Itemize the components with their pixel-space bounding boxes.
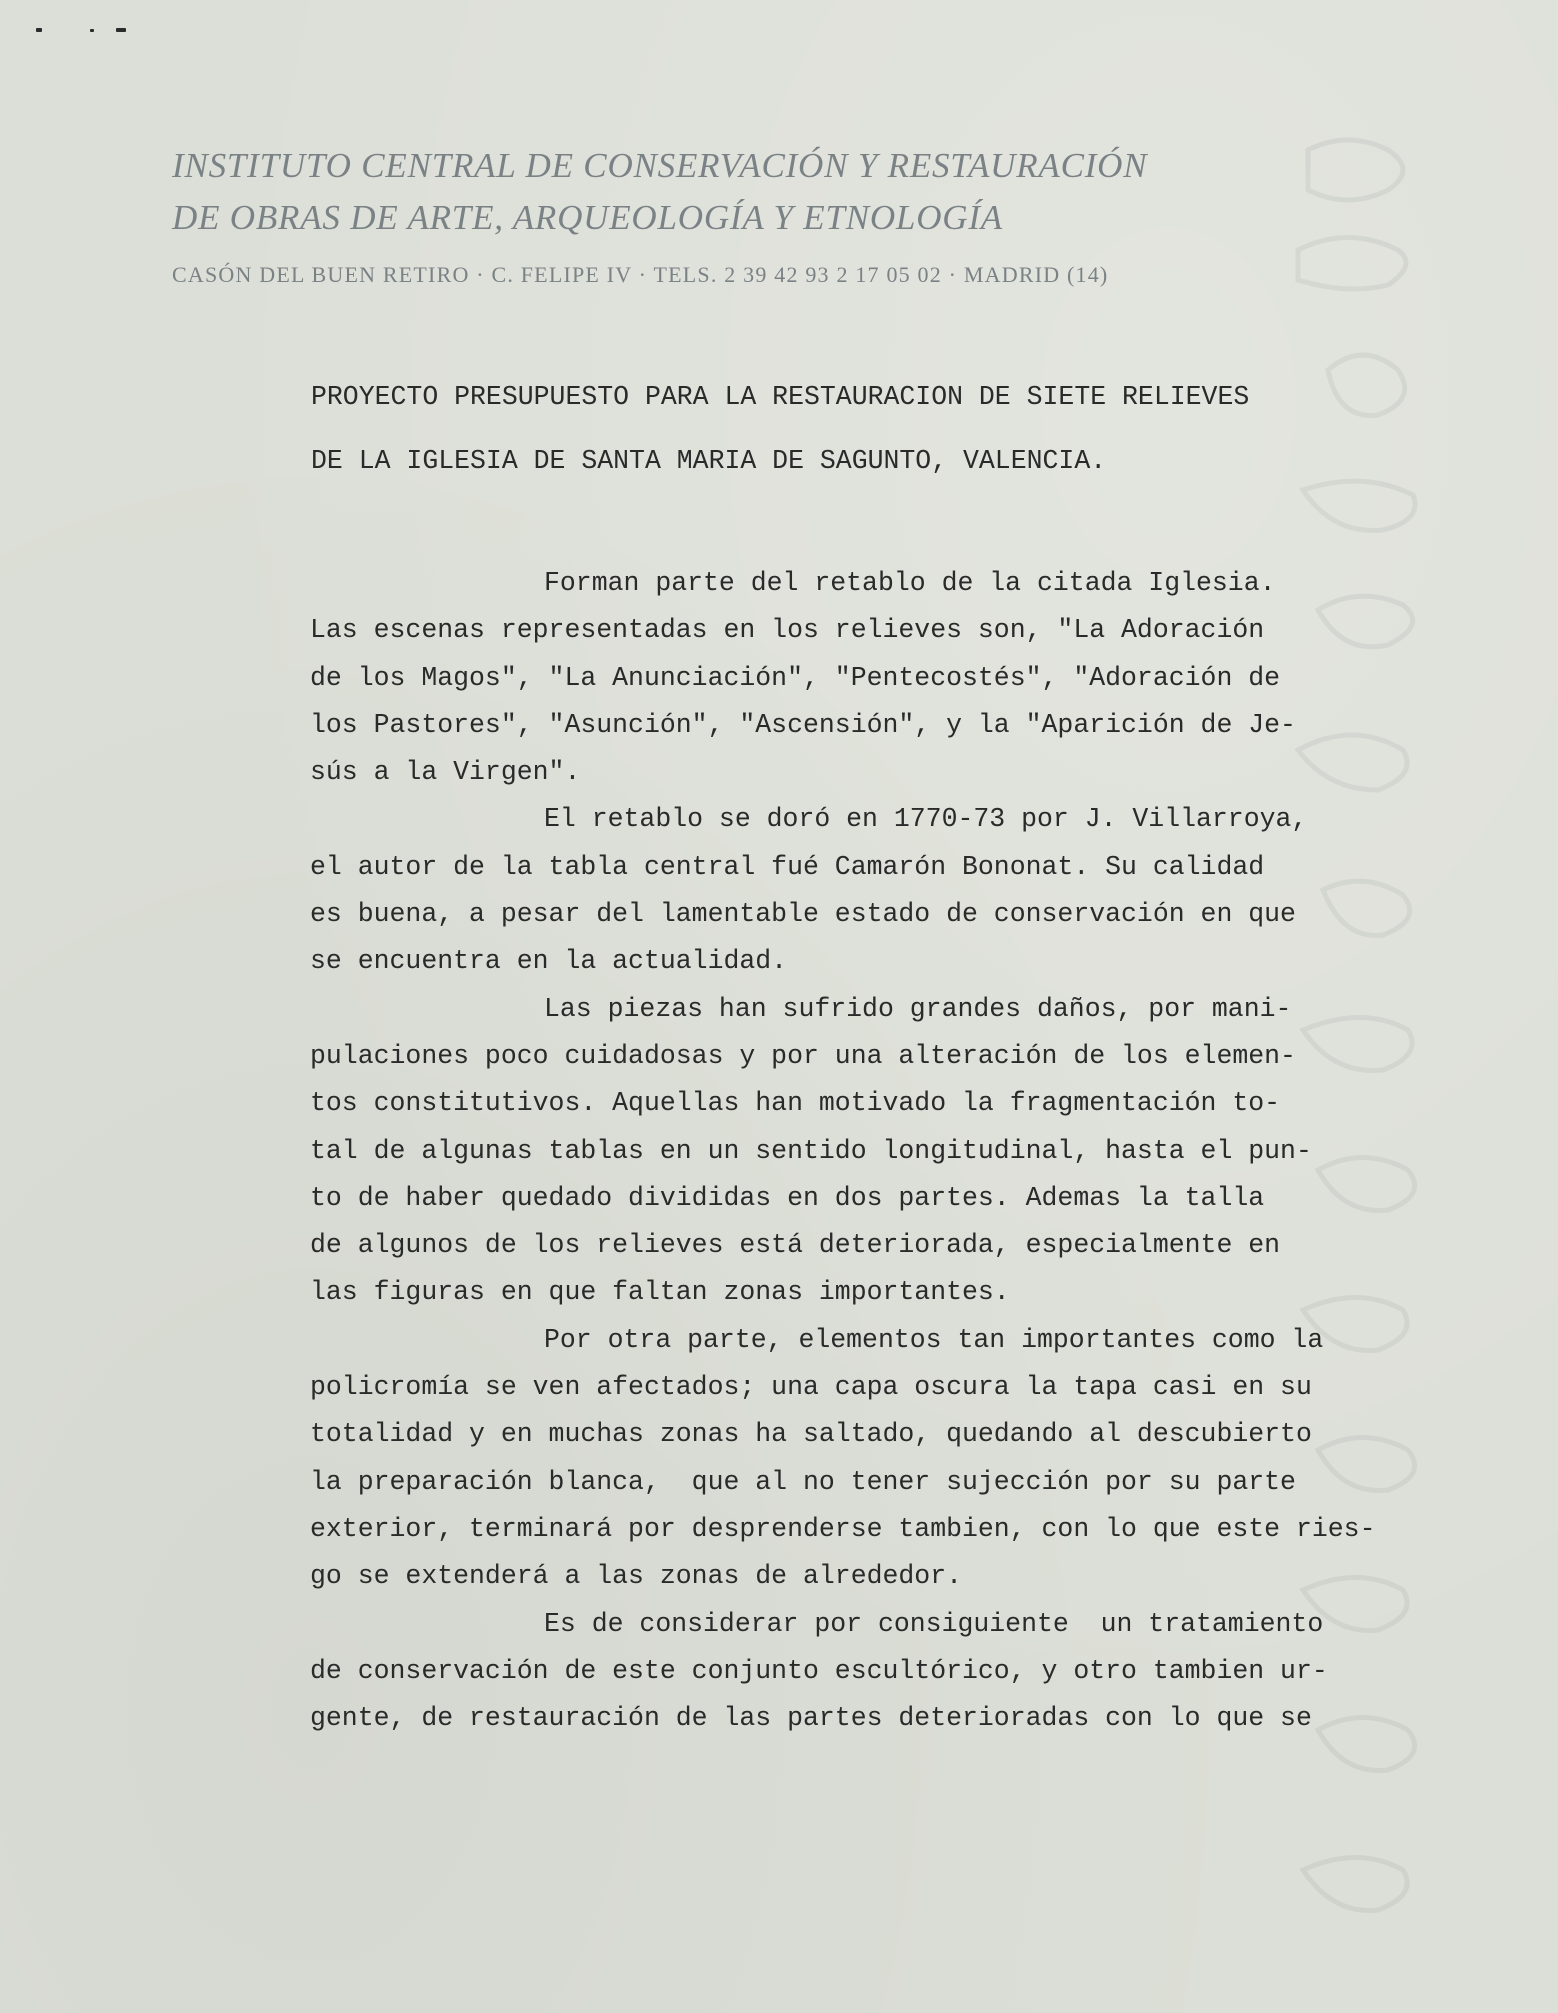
text-line: es buena, a pesar del lamentable estado de conservación en que [310,899,1296,930]
text-line: los Pastores", "Asunción", "Ascensión", y la "Aparición de Je- [310,709,1296,740]
text-line: totalidad y en muchas zonas ha saltado, quedando al descubierto [310,1419,1312,1450]
paragraph-first-line: Por otra parte, elementos tan importantes como la [544,1324,1324,1355]
letterhead-address: CASÓN DEL BUEN RETIRO · C. FELIPE IV · TELS. 2 39 42 93 2 17 05 02 · MADRID (14) [172,262,1109,287]
paragraph-first-line: El retablo se doró en 1770-73 por J. Villarroya, [544,804,1308,835]
title-line-2: DE LA IGLESIA DE SANTA MARIA DE SAGUNTO, VALENCIA. [311,446,1107,476]
text-line: la preparación blanca, que al no tener sujección por su parte [310,1466,1296,1497]
text-line: pulaciones poco cuidadosas y por una alteración de los elemen- [310,1040,1296,1071]
paragraph-first-line: Forman parte del retablo de la citada Iglesia. [544,568,1276,598]
text-line: tos constitutivos. Aquellas han motivado la fragmentación to- [310,1088,1281,1119]
text-line: de los Magos", "La Anunciación", "Pentecostés", "Adoración de [310,662,1281,693]
corner-marks [36,26,146,36]
letterhead-institution-line-2: DE OBRAS DE ARTE, ARQUEOLOGÍA Y ETNOLOGÍA [172,198,1003,237]
text-line: exterior, terminará por desprenderse tambien, con lo que este ries- [310,1513,1376,1544]
text-line: policromía se ven afectados; una capa oscura la tapa casi en su [310,1372,1312,1403]
text-line: gente, de restauración de las partes deterioradas con lo que se [310,1703,1312,1734]
text-line: de conservación de este conjunto escultórico, y otro tambien ur- [310,1655,1328,1686]
text-line: to de haber quedado divididas en dos partes. Ademas la talla [310,1182,1265,1213]
text-line: go se extenderá a las zonas de alrededor. [310,1561,963,1592]
letterhead [172,140,1372,288]
body-text [310,560,1450,1742]
paragraph-first-line: Las piezas han sufrido grandes daños, por mani- [544,993,1292,1024]
text-line: Las escenas representadas en los relieves son, "La Adoración [310,615,1265,646]
text-line: tal de algunas tablas en un sentido longitudinal, hasta el pun- [310,1135,1312,1166]
text-line: sús a la Virgen". [310,757,581,788]
title-line-1: PROYECTO PRESUPUESTO PARA LA RESTAURACION DE SIETE RELIEVES [311,382,1250,412]
text-line: se encuentra en la actualidad. [310,946,788,977]
text-line: las figuras en que faltan zonas importantes. [310,1277,1010,1308]
letterhead-institution-line-1: INSTITUTO CENTRAL DE CONSERVACIÓN Y RESTAURACIÓN [172,146,1148,185]
text-line: el autor de la tabla central fué Camarón Bononat. Su calidad [310,851,1265,882]
text-line: de algunos de los relieves está deteriorada, especialmente en [310,1230,1281,1261]
paragraph-first-line: Es de considerar por consiguiente un tratamiento [544,1608,1324,1639]
document-title [311,365,1461,493]
